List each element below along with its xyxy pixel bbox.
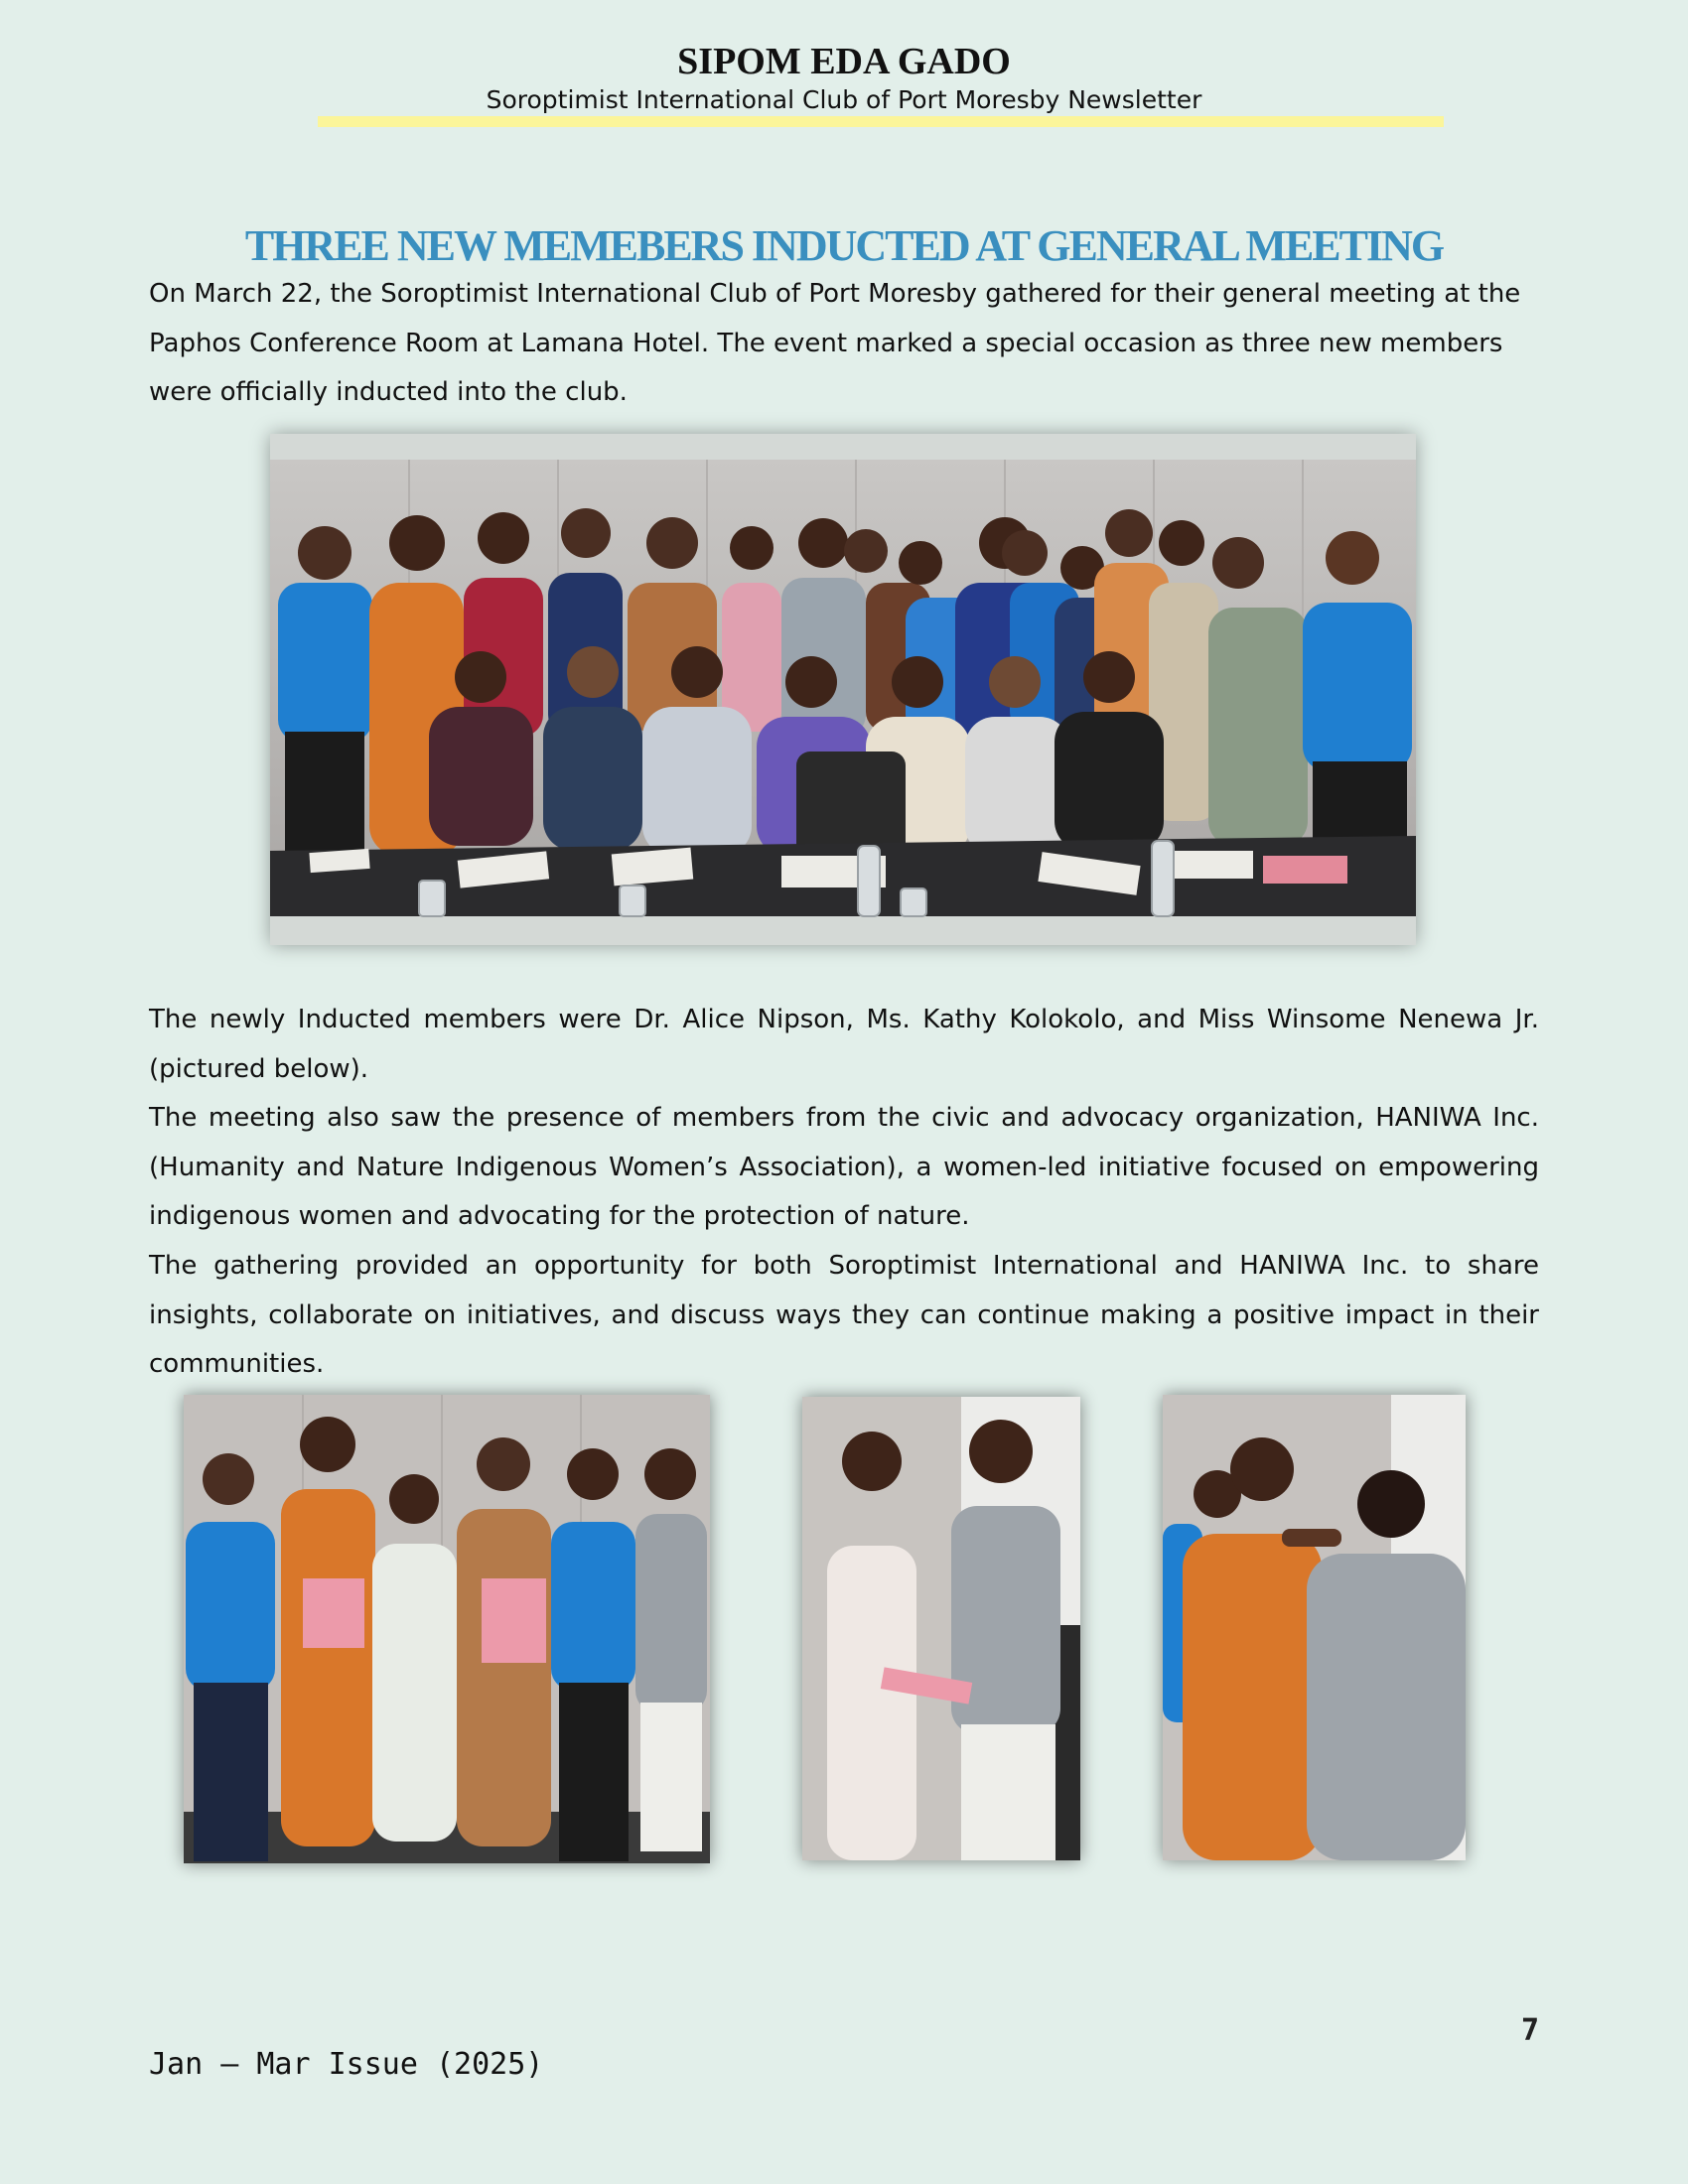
issue-label: Jan – Mar Issue (2025) <box>149 2047 544 2082</box>
pinning-ceremony-photo <box>1163 1395 1466 1860</box>
newsletter-subtitle: Soroptimist International Club of Port Moresby Newsletter <box>486 85 1202 114</box>
article-paragraph-haniwa: The meeting also saw the presence of members from the civic and advocacy organization, HANIWA Inc. (Humanity and Nature Indigenous Women’s Association), a women-led initiative focused on empowering indigenous women and advocating for the protection of nature. <box>149 1103 1539 1231</box>
certificate-handover-photo <box>802 1397 1080 1860</box>
new-members-photo <box>184 1395 710 1863</box>
article-intro: On March 22, the Soroptimist International Club of Port Moresby gathered for their general meeting at the Paphos Conference Room at Lamana Hotel. The event marked a special occasion as three new members were officially inducted into the club. <box>149 279 1521 407</box>
page-number: 7 <box>1520 2013 1539 2048</box>
article-paragraph-members: The newly Inducted members were Dr. Alice Nipson, Ms. Kathy Kolokolo, and Miss Winsome Nenewa Jr. (pictured below). <box>149 1005 1539 1084</box>
newsletter-title: SIPOM EDA GADO <box>677 41 1011 82</box>
group-photo <box>270 434 1416 945</box>
article-paragraph-gathering: The gathering provided an opportunity for both Soroptimist International and HANIWA Inc. to share insights, collaborate on initiatives, and discuss ways they can continue making a positive impact in their communities. <box>149 1251 1539 1379</box>
masthead-divider <box>318 116 1444 127</box>
article-headline: THREE NEW MEMEBERS INDUCTED AT GENERAL MEETING <box>244 221 1444 270</box>
